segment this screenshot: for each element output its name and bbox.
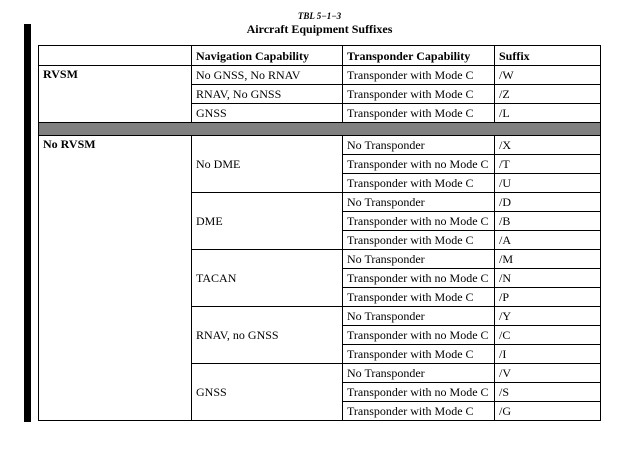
table-number: TBL 5−1−3 — [297, 11, 342, 21]
transponder-cell: No Transponder — [343, 250, 495, 269]
suffix-cell: /U — [495, 174, 601, 193]
transponder-cell: Transponder with Mode C — [343, 402, 495, 421]
suffix-cell: /G — [495, 402, 601, 421]
suffix-cell: /M — [495, 250, 601, 269]
header-row — [39, 46, 601, 66]
table-title: Aircraft Equipment Suffixes — [246, 22, 393, 36]
nav-cell: RNAV, no GNSS — [192, 307, 343, 364]
nav-cell: No DME — [192, 136, 343, 193]
nav-cell: DME — [192, 193, 343, 250]
transponder-cell: Transponder with Mode C — [343, 231, 495, 250]
suffix-cell: /D — [495, 193, 601, 212]
suffix-cell: /S — [495, 383, 601, 402]
suffix-cell: /P — [495, 288, 601, 307]
nav-cell: RNAV, No GNSS — [192, 85, 343, 104]
nav-cell: GNSS — [192, 364, 343, 421]
transponder-cell: Transponder with Mode C — [343, 288, 495, 307]
transponder-cell: No Transponder — [343, 193, 495, 212]
transponder-cell: Transponder with Mode C — [343, 104, 495, 123]
nav-cell: No GNSS, No RNAV — [192, 66, 343, 85]
suffix-cell: /W — [495, 66, 601, 85]
suffix-cell: /V — [495, 364, 601, 383]
table-row — [39, 66, 601, 85]
rvsm-label: RVSM — [39, 66, 192, 123]
suffix-cell: /N — [495, 269, 601, 288]
suffix-cell: /Z — [495, 85, 601, 104]
transponder-cell: Transponder with Mode C — [343, 85, 495, 104]
transponder-cell: Transponder with no Mode C — [343, 326, 495, 345]
transponder-cell: No Transponder — [343, 307, 495, 326]
suffix-cell: /C — [495, 326, 601, 345]
suffix-cell: /Y — [495, 307, 601, 326]
no-rvsm-label: No RVSM — [39, 136, 192, 421]
change-bar — [24, 24, 31, 422]
suffix-cell: /T — [495, 155, 601, 174]
transponder-cell: Transponder with no Mode C — [343, 269, 495, 288]
header-suffix: Suffix — [495, 46, 601, 66]
suffix-cell: /L — [495, 104, 601, 123]
transponder-cell: Transponder with Mode C — [343, 174, 495, 193]
transponder-cell: Transponder with Mode C — [343, 345, 495, 364]
table-row — [39, 136, 601, 155]
suffix-cell: /A — [495, 231, 601, 250]
header-navigation: Navigation Capability — [192, 46, 343, 66]
transponder-cell: Transponder with Mode C — [343, 66, 495, 85]
separator-cell — [39, 123, 601, 136]
header-category — [39, 46, 192, 66]
header-transponder: Transponder Capability — [343, 46, 495, 66]
transponder-cell: Transponder with no Mode C — [343, 155, 495, 174]
separator-row — [39, 123, 601, 136]
nav-cell: GNSS — [192, 104, 343, 123]
transponder-cell: No Transponder — [343, 136, 495, 155]
nav-cell: TACAN — [192, 250, 343, 307]
transponder-cell: Transponder with no Mode C — [343, 383, 495, 402]
equipment-suffix-table — [38, 45, 601, 421]
suffix-cell: /X — [495, 136, 601, 155]
transponder-cell: No Transponder — [343, 364, 495, 383]
transponder-cell: Transponder with no Mode C — [343, 212, 495, 231]
suffix-cell: /B — [495, 212, 601, 231]
suffix-cell: /I — [495, 345, 601, 364]
